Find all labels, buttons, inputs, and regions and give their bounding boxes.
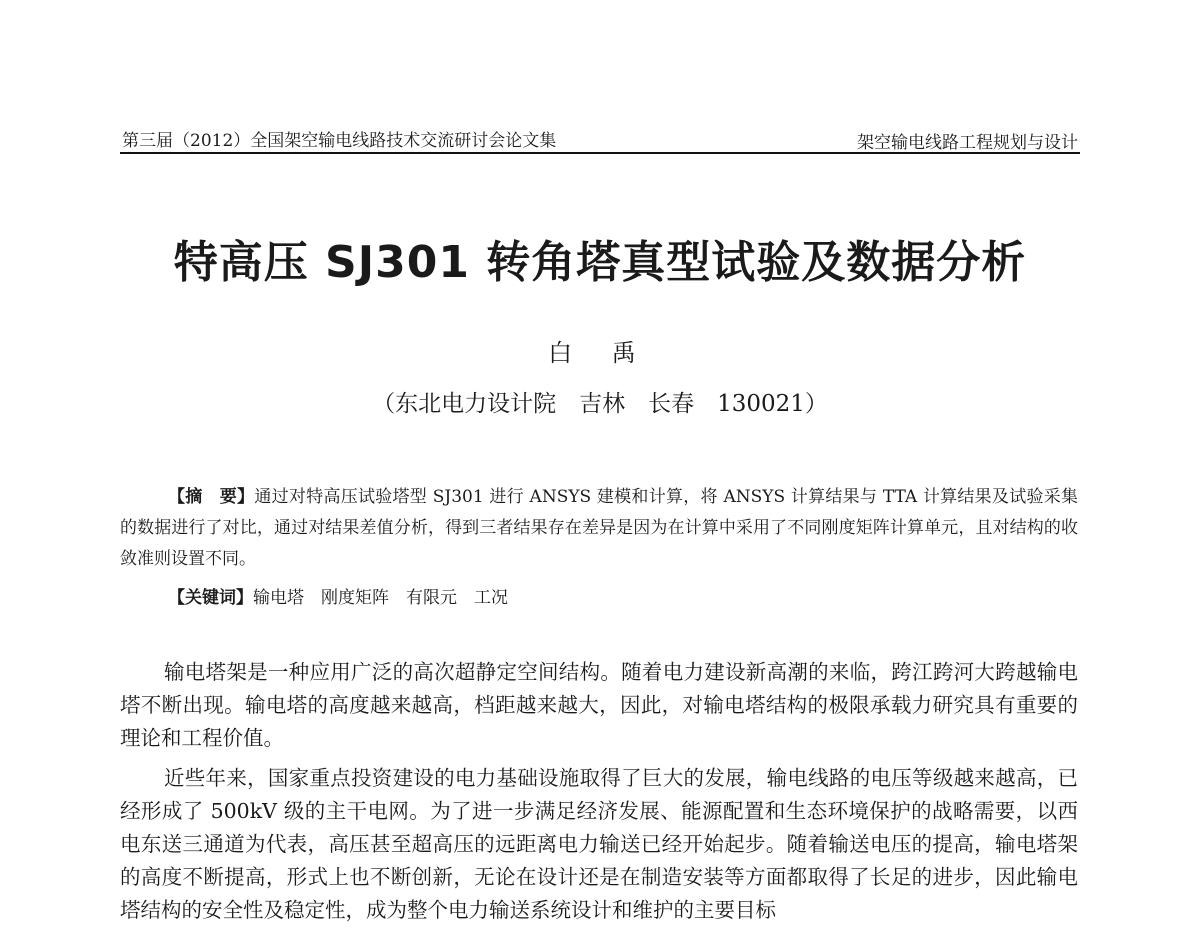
keywords-text: 输电塔 刚度矩阵 有限元 工况 — [253, 588, 508, 608]
body-paragraph: 输电塔架是一种应用广泛的高次超静定空间结构。随着电力建设新高潮的来临，跨江跨河大跨越输电塔不断出现。输电塔的高度越来越高，档距越来越大，因此，对输电塔结构的极限承载力研究具有重要的理论和工程价值。 — [120, 660, 1078, 750]
author-affiliation: （东北电力设计院 吉林 长春 130021） — [372, 391, 828, 417]
body-text — [120, 656, 1078, 934]
paper-title: 特高压 SJ301 转角塔真型试验及数据分析 — [173, 237, 1027, 288]
abstract — [120, 482, 1078, 575]
header-proceedings-title: 第三届（2012）全国架空输电线路技术交流研讨会论文集 — [122, 131, 557, 151]
abstract-text: 通过对特高压试验塔型 SJ301 进行 ANSYS 建模和计算，将 ANSYS 计算结果与 TTA 计算结果及试验采集的数据进行了对比，通过对结果差值分析，得到三者结果存在差异是因为在计算中采用了不同刚度矩阵计算单元，且对结构的收敛准则设置不同。 — [120, 487, 1079, 569]
abstract-label: 【摘 要】 — [168, 487, 255, 507]
header-section-title: 架空输电线路工程规划与设计 — [857, 133, 1078, 153]
keywords — [168, 583, 508, 614]
author-name: 白 禹 — [548, 339, 652, 367]
running-header — [120, 122, 1080, 154]
keywords-label: 【关键词】 — [168, 588, 253, 608]
body-paragraph: 近些年来，国家重点投资建设的电力基础设施取得了巨大的发展，输电线路的电压等级越来越高，已经形成了 500kV 级的主干电网。为了进一步满足经济发展、能源配置和生态环境保护的战略需要，以西电东送三通道为代表，高压甚至超高压的远距离电力输送已经开始起步。随着输送电压的提高，输电塔架的高度不断提高，形式上也不断创新，无论在设计还是在制造安装等方面都取得了长足的进步，因此输电塔结构的安全性及稳定性，成为整个电力输送系统设计和维护的主要目标 — [120, 766, 1078, 922]
